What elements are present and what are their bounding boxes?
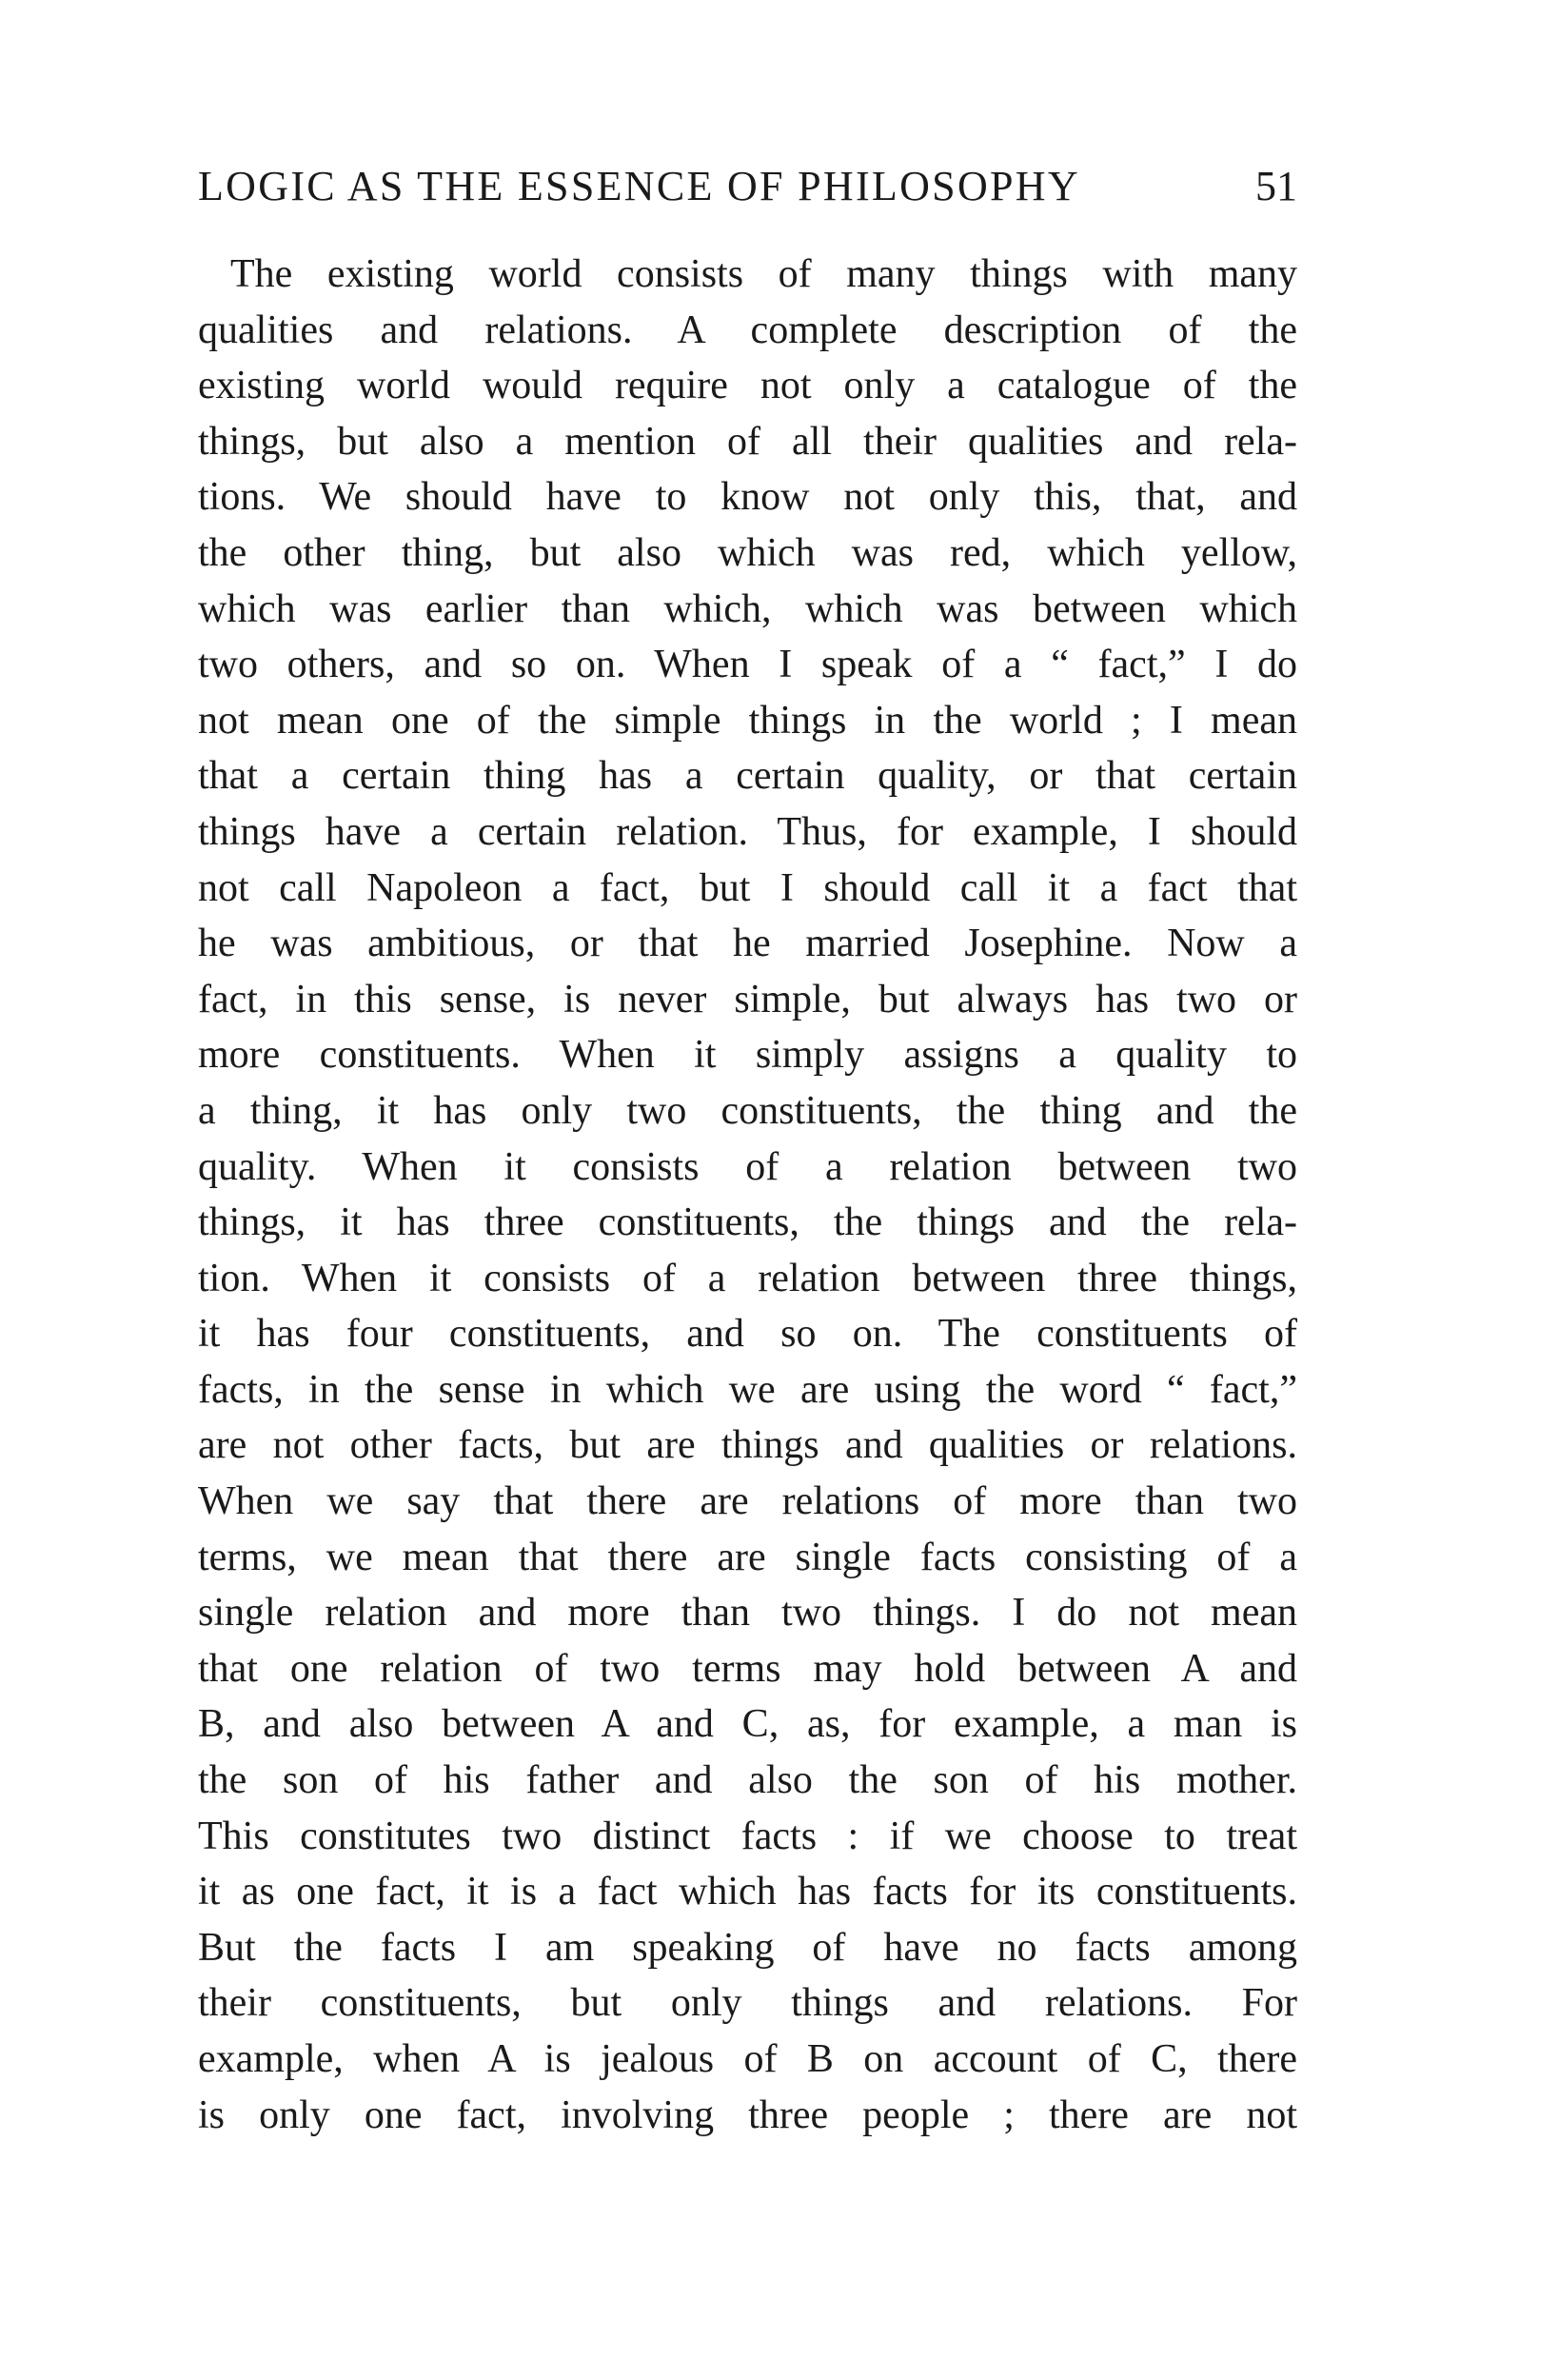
body-text <box>198 247 1297 2143</box>
text-line: that one relation of two terms may hold between A and <box>198 1646 1297 1691</box>
text-line: single relation and more than two things. I do not mean <box>198 1591 1297 1636</box>
running-head <box>198 158 1297 215</box>
text-line: But the facts I am speaking of have no facts among <box>198 1925 1297 1970</box>
text-line: quality. When it consists of a relation between two <box>198 1144 1297 1189</box>
text-line: that a certain thing has a certain quality, or that certain <box>198 754 1297 799</box>
text-line: more constituents. When it simply assigns a quality to <box>198 1033 1297 1078</box>
text-line: The existing world consists of many things with many <box>230 252 1297 296</box>
text-line: things, it has three constituents, the things and the rela- <box>198 1200 1297 1245</box>
text-line: not mean one of the simple things in the world ; I mean <box>198 698 1297 743</box>
text-line: is only one fact, involving three people ; there are not <box>198 2092 1297 2137</box>
text-line: things have a certain relation. Thus, for example, I should <box>198 809 1297 854</box>
running-title: LOGIC AS THE ESSENCE OF PHILOSOPHY <box>198 163 1080 209</box>
text-line: This constitutes two distinct facts : if we choose to treat <box>198 1814 1297 1858</box>
text-line: which was earlier than which, which was between which <box>198 586 1297 631</box>
text-line: tion. When it consists of a relation between three things, <box>198 1256 1297 1300</box>
text-line: he was ambitious, or that he married Josephine. Now a <box>198 922 1297 966</box>
text-line: example, when A is jealous of B on account of C, there <box>198 2037 1297 2081</box>
text-line: When we say that there are relations of more than two <box>198 1479 1297 1524</box>
text-line: B, and also between A and C, as, for example, a man is <box>198 1702 1297 1747</box>
text-line: fact, in this sense, is never simple, but always has two or <box>198 977 1297 1021</box>
text-line: existing world would require not only a catalogue of the <box>198 364 1297 408</box>
page-number: 51 <box>1255 163 1297 209</box>
text-line: the son of his father and also the son of his mother. <box>198 1758 1297 1803</box>
text-line: are not other facts, but are things and qualities or relations. <box>198 1423 1297 1468</box>
text-line: terms, we mean that there are single facts consisting of a <box>198 1535 1297 1579</box>
text-line: tions. We should have to know not only this, that, and <box>198 475 1297 520</box>
text-line: a thing, it has only two constituents, the thing and the <box>198 1088 1297 1133</box>
text-line: it as one fact, it is a fact which has facts for its constituents. <box>198 1870 1297 1914</box>
text-line: the other thing, but also which was red, which yellow, <box>198 530 1297 575</box>
text-line: it has four constituents, and so on. The constituents of <box>198 1312 1297 1357</box>
text-line: things, but also a mention of all their qualities and rela- <box>198 419 1297 464</box>
text-line: not call Napoleon a fact, but I should call it a fact that <box>198 865 1297 910</box>
text-line: their constituents, but only things and relations. For <box>198 1981 1297 2026</box>
text-line: facts, in the sense in which we are using the word “ fact,” <box>198 1367 1297 1412</box>
text-line: two others, and so on. When I speak of a “ fact,” I do <box>198 643 1297 687</box>
text-line: qualities and relations. A complete description of the <box>198 307 1297 352</box>
